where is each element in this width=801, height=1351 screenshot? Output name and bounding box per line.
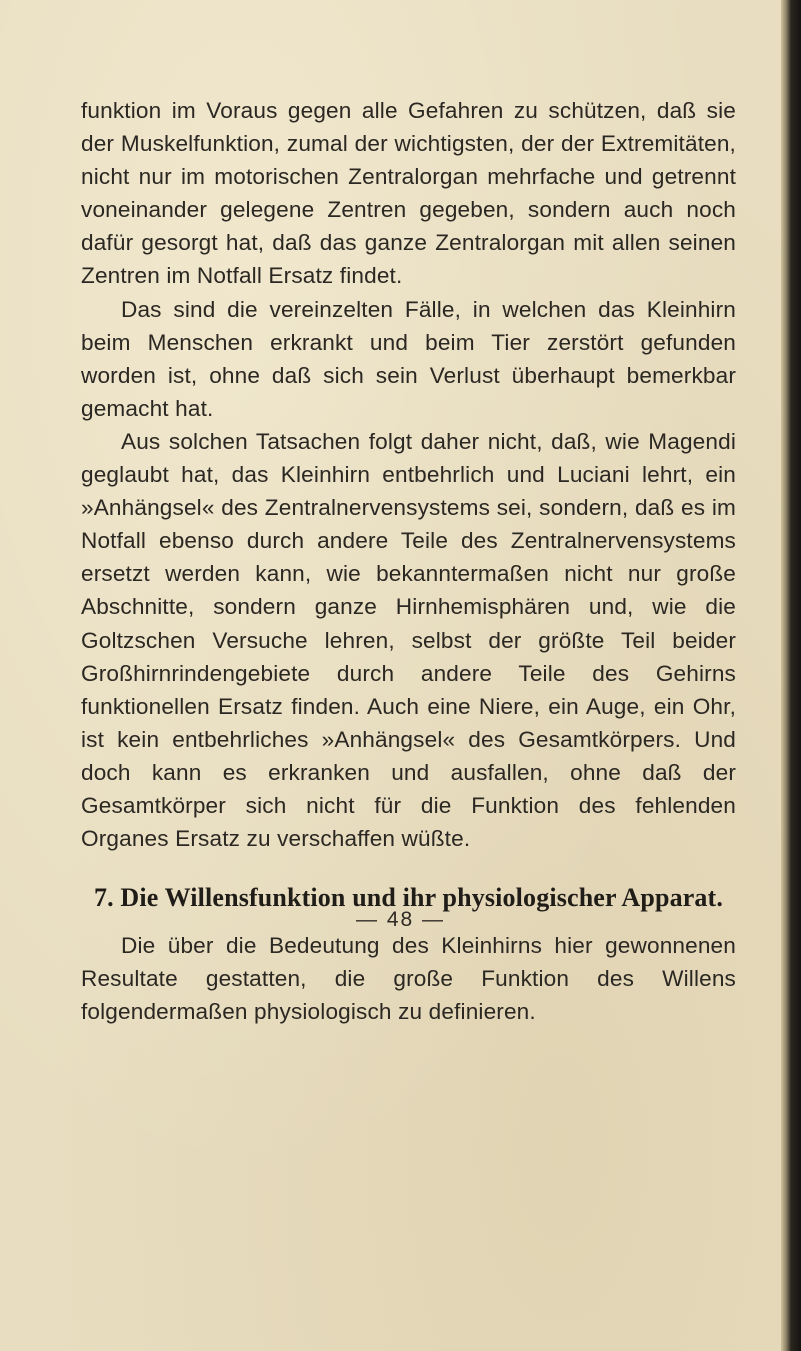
page-number: — 48 — (355, 908, 446, 931)
paragraph-cases: Das sind die vereinzelten Fälle, in welchen das Kleinhirn beim Menschen erkrankt und beim Tier zerstört gefunden worden ist, ohne daß sich sein Verlust überhaupt bemerkbar gemacht hat. (81, 296, 736, 421)
paragraph-continuation: funktion im Voraus gegen alle Gefahren zu schützen, daß sie der Muskelfunktion, zumal der wichtigsten, der der Extremitäten, nicht nur im motorischen Zentralorgan mehrfache und getrennt voneinander gelegene Zentren gegeben, sondern auch noch dafür gesorgt hat, daß das ganze Zentralorgan mit allen seinen Zentren im Notfall Ersatz findet. (81, 98, 736, 289)
book-edge-shadow (781, 0, 801, 1351)
section-heading: 7. Die Willensfunktion und ihr physiologischer Apparat. (93, 883, 724, 913)
paragraph-conclusion: Aus solchen Tatsachen folgt daher nicht, daß, wie Magendi geglaubt hat, das Kleinhirn entbehrlich und Luciani lehrt, ein »Anhängsel« des Zentralnervensystems sei, sondern, daß es im Notfall ebenso durch andere Teile des Zentralnervensystems ersetzt werden kann, wie bekanntermaßen nicht nur große Abschnitte, sondern ganze Hirnhemisphären und, wie die Goltzschen Versuche lehren, selbst der größte Teil beider Großhirnrindengebiete durch andere Teile des Gehirns funktionellen Ersatz finden. Auch eine Niere, ein Auge, ein Ohr, ist kein entbehrliches »Anhängsel« des Gesamtkörpers. Und doch kann es erkranken und ausfallen, ohne daß der Gesamtkörper sich nicht für die Funktion des fehlenden Organes Ersatz zu verschaffen wüßte. (81, 428, 736, 852)
page-text (81, 94, 736, 1028)
paragraph-will-definition: Die über die Bedeutung des Kleinhirns hier gewonnenen Resultate gestatten, die große Funktion des Willens folgendermaßen physiologisch zu definieren. (81, 933, 736, 1025)
